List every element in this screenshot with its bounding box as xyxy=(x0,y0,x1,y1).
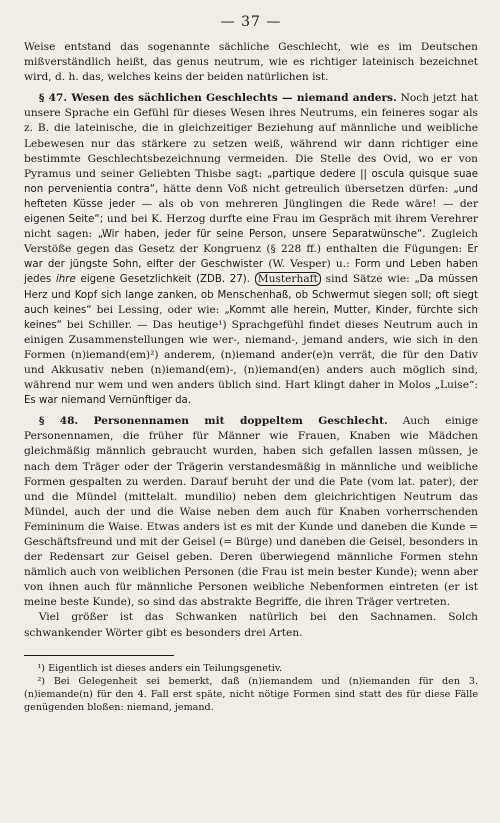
s47-text-c: — als ob von mehreren Jünglingen die Rede wäre! — der xyxy=(141,197,479,210)
section-47 xyxy=(24,91,478,408)
s47-quote-8: „Kommt alle herein, Mutter, Kinder, fürchte sich keines“ xyxy=(24,304,478,331)
body-text xyxy=(24,40,478,641)
s47-quote-2: eigenen Seite“; xyxy=(24,214,104,226)
s47-quote-5a: Form und Leben haben jedes xyxy=(24,259,479,286)
s47-quote-4: Er war der jüngste Sohn, elfter der Geschwister xyxy=(24,244,479,271)
footnotes xyxy=(24,662,478,714)
s47-text-d: und bei K. Herzog durfte eine Frau im Gespräch mit ihrem Verehrer nicht sagen: xyxy=(24,213,478,241)
intro-text: Weise entstand das sogenannte sächliche Geschlecht, wie es im Deutschen mißverständlich heißt, das genus neutrum, wie es richtiger lateinisch bezeichnet wird, d. h. das, welches keins der beiden natürlichen ist. xyxy=(24,41,478,84)
intro-paragraph xyxy=(24,40,478,85)
s47-text-f: (W. Vesper) u.: xyxy=(268,258,350,271)
s47-text-a: Noch jetzt hat unsere Sprache ein Gefühl für dieses Wesen ihres Neutrums, ein feineres sogar als z. B. die lateinische, die in gleichzeitiger Beziehung auf männliche und weibliche Lebewesen nur das stärkere zu setzen weiß, während wir dann richtiger eine bestimmte Geschlechtsbezeichnung vermeiden. Die Stelle des Ovid, wo er von Pyramus und seiner Geliebten Thisbe sagt: xyxy=(24,92,478,180)
s47-text-e: Zugleich Verstöße gegen das Gesetz der Kongruenz (§ 228 ff.) enthalten die Fügungen: xyxy=(24,228,478,256)
s47-quote-6: (ZDB. 27). xyxy=(196,274,250,286)
page-number: — 37 — xyxy=(220,14,282,30)
section-47-title: § 47. Wesen des sächlichen Geschlechts — niemand anders. xyxy=(38,92,397,105)
s47-quote-7: „Da müssen Herz und Kopf sich lange zanken, ob Menschenhaß, ob Schwermut siegen soll; oft siegt auch keines“ xyxy=(24,274,478,316)
section-48 xyxy=(24,414,478,610)
s48-paragraph-b xyxy=(24,610,478,640)
s47-text-b: hätte denn Voß nicht getreulich übersetzen dürfen: xyxy=(163,182,449,195)
s47-text-g: sind Sätze wie: xyxy=(325,273,410,286)
s47-quote-1: „und hefteten Küsse jeder xyxy=(24,183,479,210)
s47-quote-9: Es war niemand Vernünftiger da. xyxy=(24,395,192,407)
s47-quote-5c: eigene Gesetzlichkeit xyxy=(80,274,192,286)
footnote-1: ¹) Eigentlich ist dieses anders ein Teilungsgenetiv. xyxy=(37,662,283,674)
handwritten-box-mark: Musterhaft xyxy=(255,272,321,286)
s47-text-h: bei Lessing, oder wie: xyxy=(96,303,220,316)
s47-text-i: bei Schiller. — Das heutige¹) Sprachgefühl findet dieses Neutrum auch in einigen Zusammenstellungen wie wer-, niemand-, jemand anders, wie sich in den Formen (n)iemand(em)²) anderem, (n)iemand ander(e)n verrät, die für den Dativ und Akkusativ neben (n)iemand(em)-, (n)iemand(en) anders auch möglich sind, während nur wem und wen anders üblich sind. Hart klingt daher in Molos „Luise“: xyxy=(24,318,478,392)
s47-latin-quote: „partique dedere || oscula quisque suae non pervenientia contra“, xyxy=(24,168,478,195)
s47-quote-5b: ihre xyxy=(55,274,76,286)
footnote-divider xyxy=(24,655,174,656)
s48-text-a: Auch einige Personennamen, die früher für Männer wie Frauen, Knaben wie Mädchen gleichmäßig männlich gebraucht wurden, haben sich gefallen lassen müssen, je nach dem Träger oder der Trägerin verstandesmäßig in männliche und weibliche Formen gespalten zu werden. Darauf beruht der und die Pate (vom lat. pater), der und die Mündel (mittelalt. mundilio) neben dem gleichrichtigen Neutrum das Mündel, auch der und die Waise neben dem auch für Knaben vorherrschenden Femininum die Waise. Etwas anders ist es mit der Kunde und daneben die Kunde = Geschäftsfreund und mit der Geisel (= Bürge) und daneben die Geisel, besonders in der Redensart zur Geisel geben. Deren überwiegend männliche Formen stehn nämlich auch von weiblichen Personen (die Frau ist mein bester Kunde); wenn aber von ihnen auch für männliche Personen weibliche Nebenformen eintreten (er ist meine beste Kunde), so sind das abstrakte Begriffe, die ihren Träger vertreten. xyxy=(24,415,478,609)
section-48-title: § 48. Personennamen mit doppeltem Geschlecht. xyxy=(38,415,388,428)
s47-quote-3: „Wir haben, jeder für seine Person, unsere Separatwünsche“. xyxy=(97,229,426,241)
s48-text-b: Viel größer ist das Schwanken natürlich bei den Sachnamen. Solch schwankender Wörter gibt es besonders drei Arten. xyxy=(24,611,478,639)
footnote-2: ²) Bei Gelegenheit sei bemerkt, daß (n)iemandem und (n)iemanden für den 3. (n)iemande(n) für den 4. Fall erst späte, nicht nötige Formen sind statt des für diese Fälle genügenden bloßen: niemand, jemand. xyxy=(24,675,478,713)
